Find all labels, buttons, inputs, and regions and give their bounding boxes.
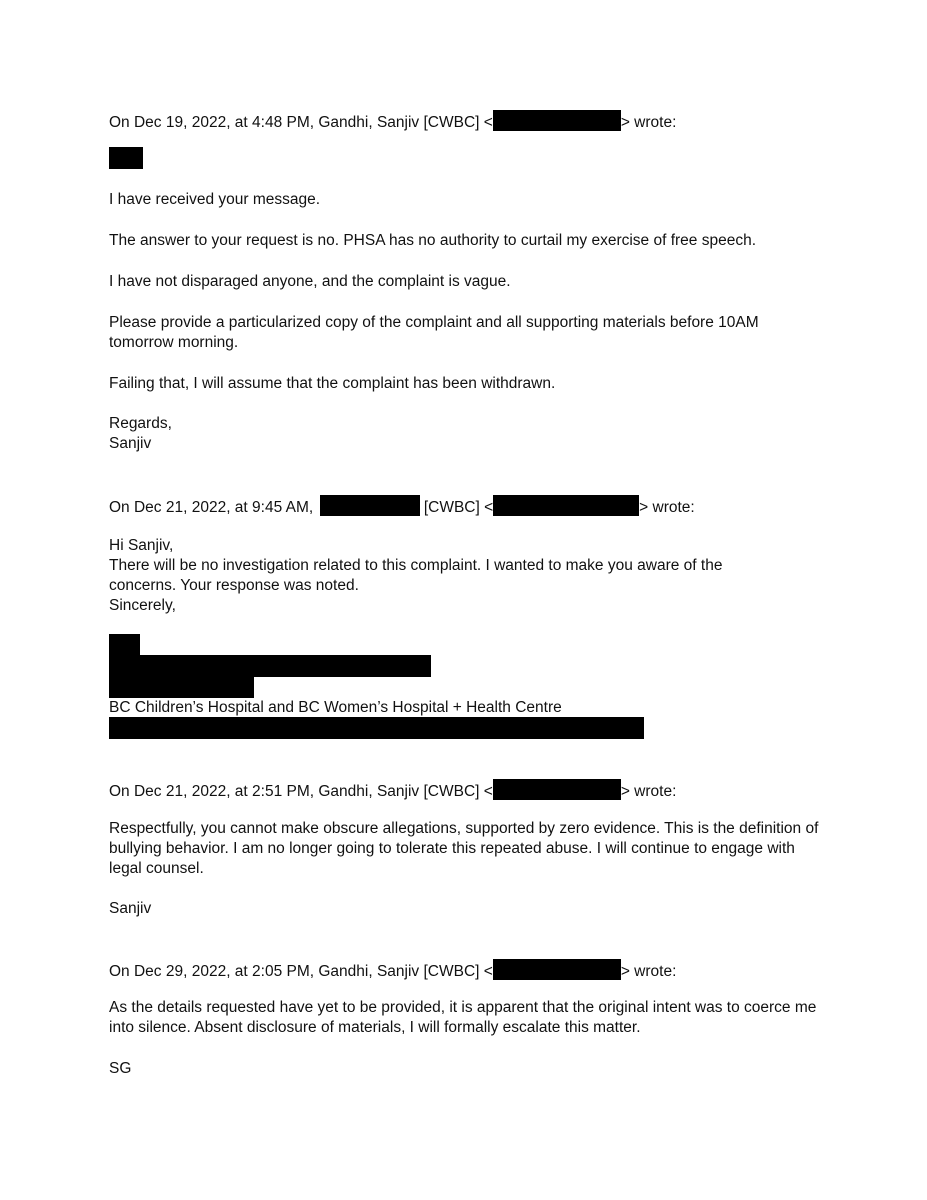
redacted-greeting	[109, 147, 143, 169]
email-3-signature: Sanjiv	[109, 900, 152, 917]
email-3-line-1: Respectfully, you cannot make obscure allegations, supported by zero evidence. This is the definition of	[109, 820, 819, 837]
email-4-line-1: As the details requested have yet to be provided, it is apparent that the original intent was to coerce me	[109, 999, 817, 1016]
redacted-sender-name	[320, 495, 420, 516]
email-1-header	[109, 110, 676, 134]
email-4-header-suffix: > wrote:	[620, 963, 677, 980]
email-1-line-4: Please provide a particularized copy of the complaint and all supporting materials before 10AM	[109, 314, 759, 331]
email-2-header-prefix: On Dec 21, 2022, at 9:45 AM,	[109, 499, 314, 516]
email-1-line-2: The answer to your request is no. PHSA has no authority to curtail my exercise of free speech.	[109, 232, 757, 249]
redacted-email-address	[493, 495, 639, 516]
email-4-signature: SG	[109, 1060, 132, 1077]
email-3-header	[109, 779, 676, 803]
redacted-signature-contact	[109, 717, 644, 739]
email-1-header-prefix: On Dec 19, 2022, at 4:48 PM, Gandhi, Sanjiv [CWBC] <	[109, 114, 493, 131]
email-1-header-suffix: > wrote:	[620, 114, 677, 131]
redacted-signature-name	[109, 634, 140, 656]
email-3-line-2: bullying behavior. I am no longer going to tolerate this repeated abuse. I will continue to engage with	[109, 840, 795, 857]
email-2-header	[109, 495, 695, 519]
redacted-email-address	[493, 959, 621, 980]
redacted-signature-department	[109, 676, 254, 698]
redacted-email-address	[493, 779, 621, 800]
email-4-header	[109, 959, 676, 983]
email-2-line-4: Sincerely,	[109, 597, 176, 614]
redacted-email-address	[493, 110, 621, 131]
redacted-signature-title	[109, 655, 431, 677]
email-4-header-prefix: On Dec 29, 2022, at 2:05 PM, Gandhi, Sanjiv [CWBC] <	[109, 963, 493, 980]
email-1-line-1: I have received your message.	[109, 191, 321, 208]
email-3-header-suffix: > wrote:	[620, 783, 677, 800]
email-1-line-5: tomorrow morning.	[109, 334, 239, 351]
email-4-line-2: into silence. Absent disclosure of materials, I will formally escalate this matter.	[109, 1019, 641, 1036]
email-1-signoff: Regards,	[109, 415, 172, 432]
email-2-header-middle: [CWBC] <	[423, 499, 494, 516]
email-3-line-3: legal counsel.	[109, 860, 204, 877]
email-1-line-6: Failing that, I will assume that the complaint has been withdrawn.	[109, 375, 556, 392]
email-2-line-2: There will be no investigation related to this complaint. I wanted to make you aware of the	[109, 557, 723, 574]
email-2-signature-org: BC Children’s Hospital and BC Women’s Hospital + Health Centre	[109, 699, 562, 716]
email-3-header-prefix: On Dec 21, 2022, at 2:51 PM, Gandhi, Sanjiv [CWBC] <	[109, 783, 493, 800]
email-1-line-3: I have not disparaged anyone, and the complaint is vague.	[109, 273, 511, 290]
email-2-line-3: concerns. Your response was noted.	[109, 577, 359, 594]
email-2-line-1: Hi Sanjiv,	[109, 537, 174, 554]
email-2-header-suffix: > wrote:	[639, 499, 695, 516]
email-1-signature: Sanjiv	[109, 435, 152, 452]
